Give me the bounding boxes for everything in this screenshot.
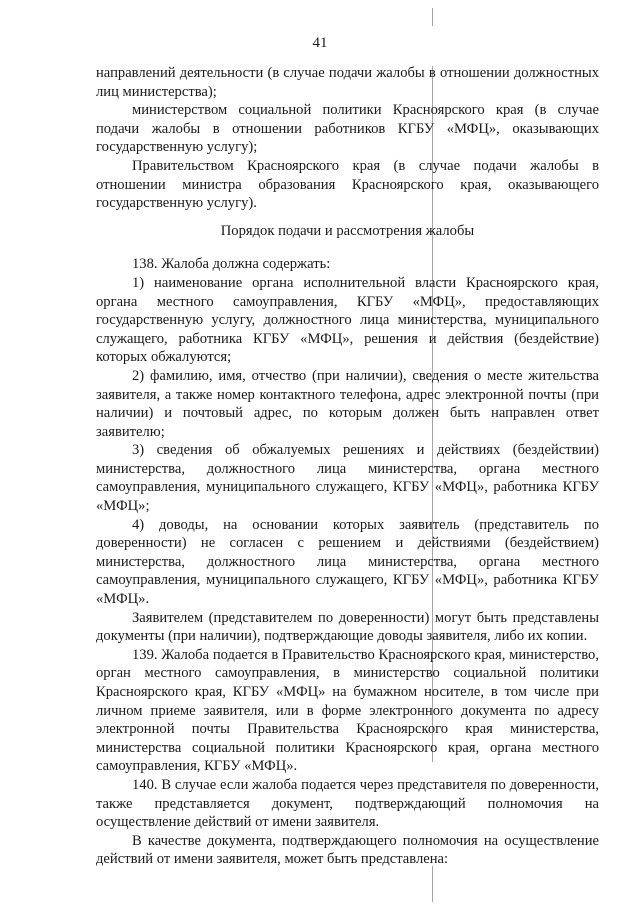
document-body (96, 64, 599, 869)
paragraph-138-item-3: 3) сведения об обжалуемых решениях и действиях (бездействии) министерства, должностного лица министерства, органа местного самоуправления, муниципального служащего, КГБУ «МФЦ», работника КГБУ «МФЦ»; (96, 442, 599, 515)
paragraph-139: 139. Жалоба подается в Правительство Красноярского края, министерство, орган местного самоуправления, в министерство социальной политики Красноярского края, КГБУ «МФЦ» на бумажном носителе, в том числе при личном приеме заявителя, или в форме электронного документа по адресу электронной почты Правительства Красноярского края министерства, министерства социальной политики Красноярского края, органа местного самоуправления, КГБУ «МФЦ». (96, 646, 599, 775)
paragraph-138-item-4: 4) доводы, на основании которых заявитель (представитель по доверенности) не согласен с решением и действиями (бездействием) министерства, должностного лица министерства, органа местного самоуправления, муниципального служащего, КГБУ «МФЦ», работника КГБУ «МФЦ». (96, 516, 599, 608)
section-heading: Порядок подачи и рассмотрения жалобы (220, 222, 475, 239)
paragraph-140: 140. В случае если жалоба подается через представителя по доверенности, также представляется документ, подтверждающий полномочия на осуществление действий от имени заявителя. (96, 776, 599, 831)
paragraph-continuation: направлений деятельности (в случае подачи жалобы в отношении должностных лиц министерства); (96, 65, 599, 100)
paragraph-138-item-2: 2) фамилию, имя, отчество (при наличии), сведения о месте жительства заявителя, а также номер контактного телефона, адрес электронной почты (при наличии) и почтовый адрес, по которым должен быть направлен ответ заявителю; (96, 367, 599, 440)
scan-artifact-line-bottom (432, 866, 433, 902)
paragraph-ministry-social-policy: министерством социальной политики Красноярского края (в случае подачи жалобы в отношении работников КГБУ «МФЦ», оказывающих государственную услугу); (96, 102, 599, 156)
paragraph-138-item-1: 1) наименование органа исполнительной власти Красноярского края, органа местного самоуправления, КГБУ «МФЦ», предоставляющих государственную услугу, должностного лица министерства, муниципального служащего, работника КГБУ «МФЦ», решения и действия (бездействие) которых обжалуются; (96, 274, 599, 366)
paragraph-138: 138. Жалоба должна содержать: (132, 256, 331, 273)
scan-artifact-line-top (432, 8, 433, 26)
page-number: 41 (312, 35, 328, 51)
paragraph-authority-document: В качестве документа, подтверждающего полномочия на осуществление действий от имени заявителя, может быть представлена: (96, 832, 599, 868)
paragraph-documents: Заявителем (представителем по доверенности) могут быть представлены документы (при наличии), подтверждающие доводы заявителя, либо их копии. (96, 609, 599, 645)
paragraph-government: Правительством Красноярского края (в случае подачи жалобы в отношении министра образования Красноярского края, оказывающего государственную услугу). (96, 157, 599, 212)
